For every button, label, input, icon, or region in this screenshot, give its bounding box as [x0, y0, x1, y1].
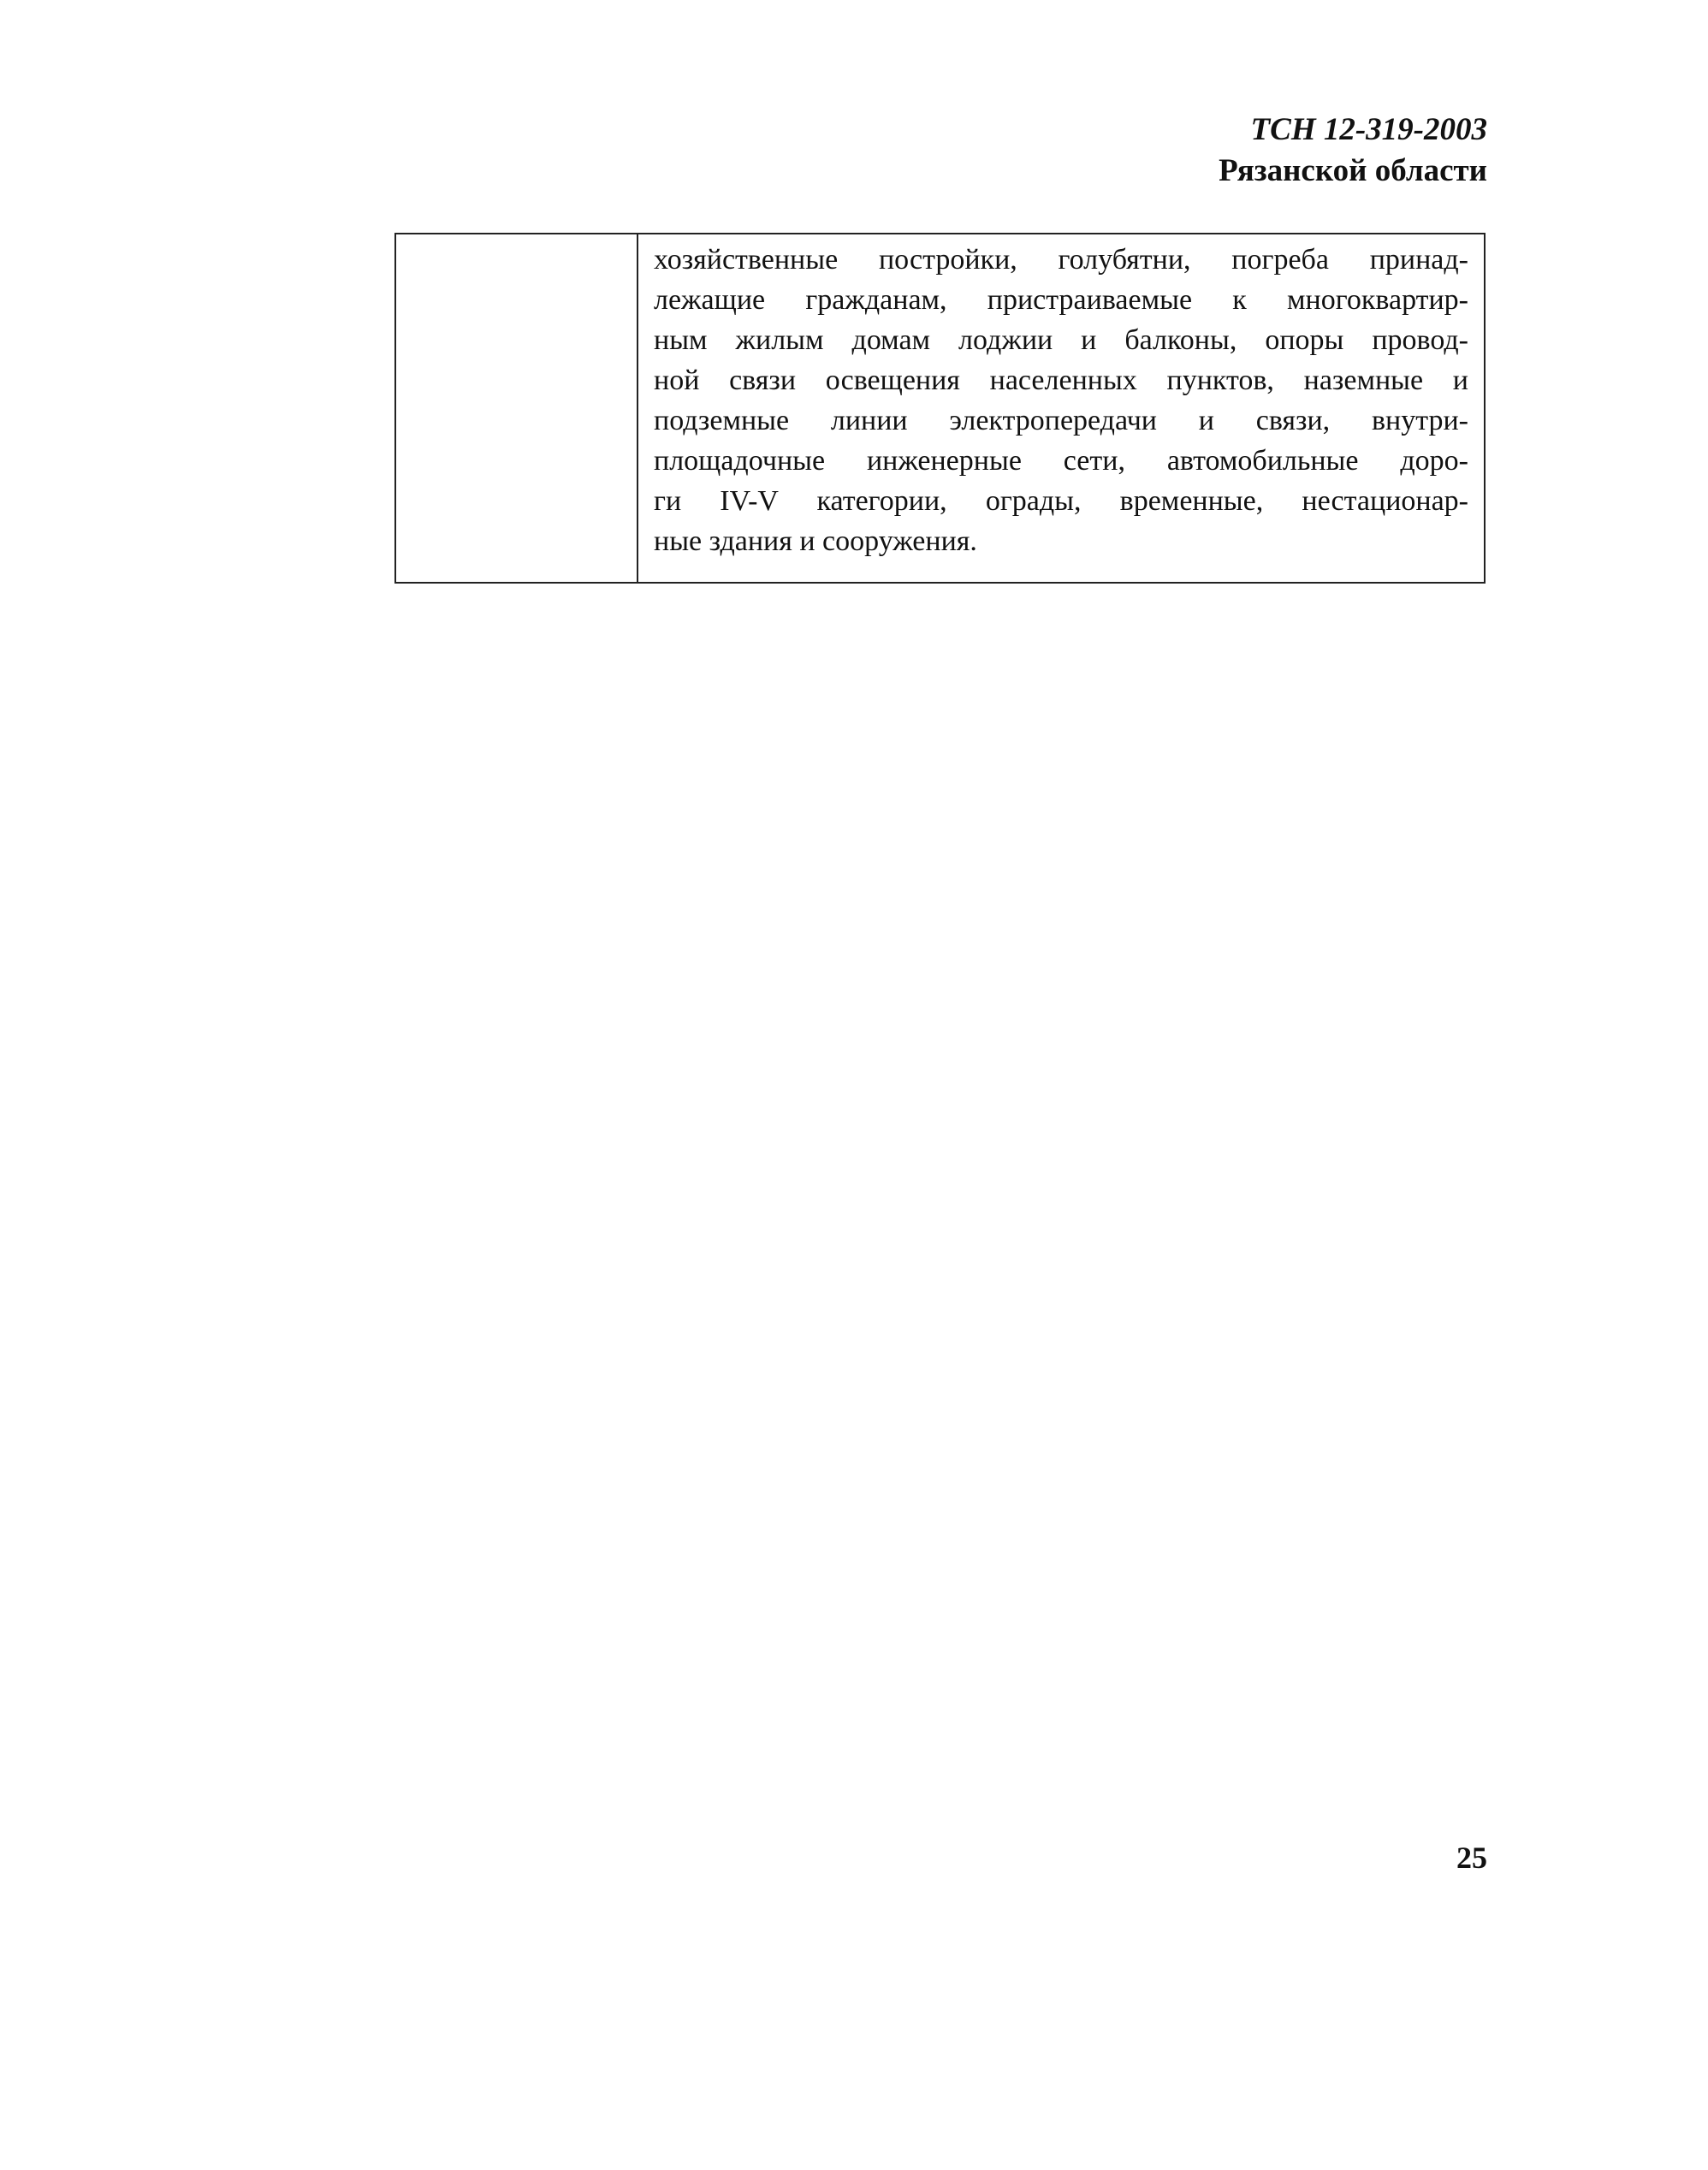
table-cell-empty — [395, 234, 638, 583]
document-region: Рязанской области — [1219, 153, 1487, 188]
text-line: ги IV-V категории, ограды, временные, нестационар- — [654, 485, 1468, 517]
document-code: ТСН 12-319-2003 — [1250, 112, 1487, 147]
text-line: подземные линии электропередачи и связи, внутри- — [654, 405, 1468, 436]
table-row — [395, 234, 1485, 583]
text-line: ные здания и сооружения. — [654, 525, 977, 557]
text-line: ной связи освещения населенных пунктов, наземные и — [654, 365, 1468, 396]
content-table — [394, 233, 1486, 584]
text-line: лежащие гражданам, пристраиваемые к многоквартир- — [654, 284, 1468, 316]
text-line: ным жилым домам лоджии и балконы, опоры провод- — [654, 324, 1468, 356]
page-number: 25 — [1456, 1841, 1487, 1875]
text-line: площадочные инженерные сети, автомобильные доро- — [654, 445, 1468, 477]
page-header — [1219, 110, 1487, 192]
table-cell-text — [638, 234, 1485, 583]
text-line: хозяйственные постройки, голубятни, погреба принад- — [654, 244, 1468, 276]
